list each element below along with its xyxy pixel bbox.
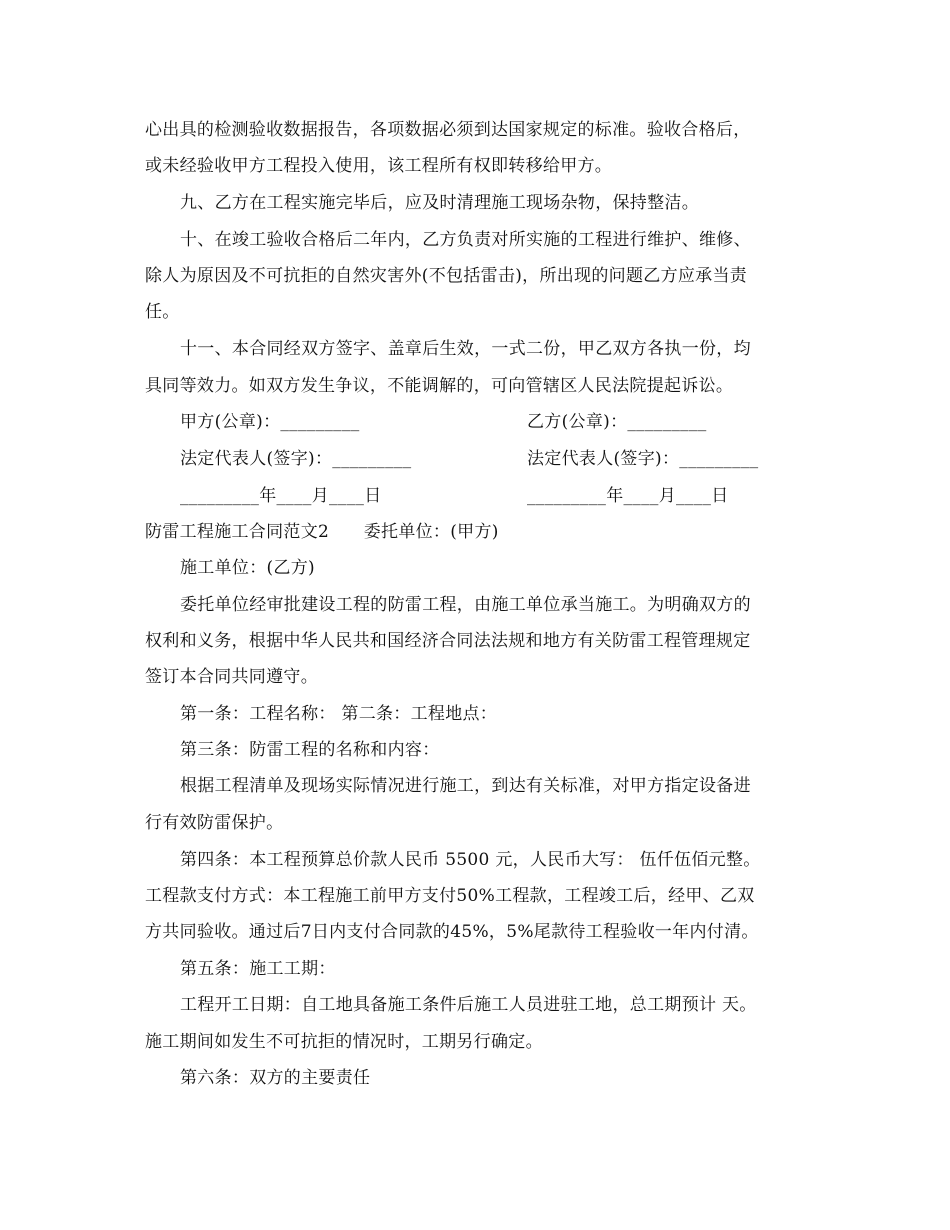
clause-line: 第一条：工程名称： 第二条：工程地点： bbox=[180, 704, 498, 724]
clause-line: 第四条：本工程预算总价款人民币 5500 元，人民币大写： 伍仟伍佰元整。 bbox=[180, 850, 761, 870]
paragraph-line: 行有效防雷保护。 bbox=[145, 813, 284, 833]
paragraph-line: 任。 bbox=[145, 302, 180, 322]
paragraph-line: 签订本合同共同遵守。 bbox=[145, 667, 318, 687]
paragraph-line: 施工单位：(乙方) bbox=[180, 558, 315, 578]
paragraph-line: 心出具的检测验收数据报告，各项数据必须到达国家规定的标准。验收合格后， bbox=[145, 120, 751, 140]
paragraph-line: 具同等效力。如双方发生争议，不能调解的，可向管辖区人民法院提起诉讼。 bbox=[145, 376, 734, 396]
clause-line: 第六条：双方的主要责任 bbox=[180, 1068, 371, 1088]
paragraph-line: 十、在竣工验收合格后二年内，乙方负责对所实施的工程进行维护、维修、 bbox=[180, 230, 751, 250]
party-b-representative: 法定代表人(签字)：_________ bbox=[527, 449, 759, 469]
contract-heading-line: 防雷工程施工合同范文2 委托单位：(甲方) bbox=[145, 522, 499, 542]
paragraph-line: 工程款支付方式：本工程施工前甲方支付50%工程款，工程竣工后，经甲、乙双 bbox=[145, 886, 755, 906]
party-a-representative: 法定代表人(签字)：_________ bbox=[180, 449, 412, 469]
paragraph-line: 或未经验收甲方工程投入使用，该工程所有权即转移给甲方。 bbox=[145, 156, 613, 176]
paragraph-line: 除人为原因及不可抗拒的自然灾害外(不包括雷击)，所出现的问题乙方应承当责 bbox=[145, 266, 748, 286]
paragraph-line: 权利和义务，根据中华人民共和国经济合同法法规和地方有关防雷工程管理规定 bbox=[145, 631, 751, 651]
paragraph-line: 十一、本合同经双方签字、盖章后生效，一式二份，甲乙双方各执一份，均 bbox=[180, 339, 751, 359]
clause-line: 第三条：防雷工程的名称和内容： bbox=[180, 740, 440, 760]
party-b-date: _________年____月____日 bbox=[527, 486, 729, 506]
paragraph-line: 工程开工日期：自工地具备施工条件后施工人员进驻工地，总工期预计 天。 bbox=[180, 995, 757, 1015]
party-a-seal: 甲方(公章)：_________ bbox=[180, 412, 360, 432]
party-b-seal: 乙方(公章)：_________ bbox=[527, 412, 707, 432]
paragraph-line: 委托单位经审批建设工程的防雷工程，由施工单位承当施工。为明确双方的 bbox=[180, 595, 751, 615]
paragraph-line: 施工期间如发生不可抗拒的情况时，工期另行确定。 bbox=[145, 1032, 543, 1052]
clause-line: 第五条：施工工期： bbox=[180, 959, 336, 979]
paragraph-line: 九、乙方在工程实施完毕后，应及时清理施工现场杂物，保持整洁。 bbox=[180, 193, 699, 213]
paragraph-line: 根据工程清单及现场实际情况进行施工，到达有关标准，对甲方指定设备进 bbox=[180, 776, 751, 796]
party-a-date: _________年____月____日 bbox=[180, 486, 382, 506]
paragraph-line: 方共同验收。通过后7日内支付合同款的45%，5%尾款待工程验收一年内付清。 bbox=[145, 922, 759, 942]
